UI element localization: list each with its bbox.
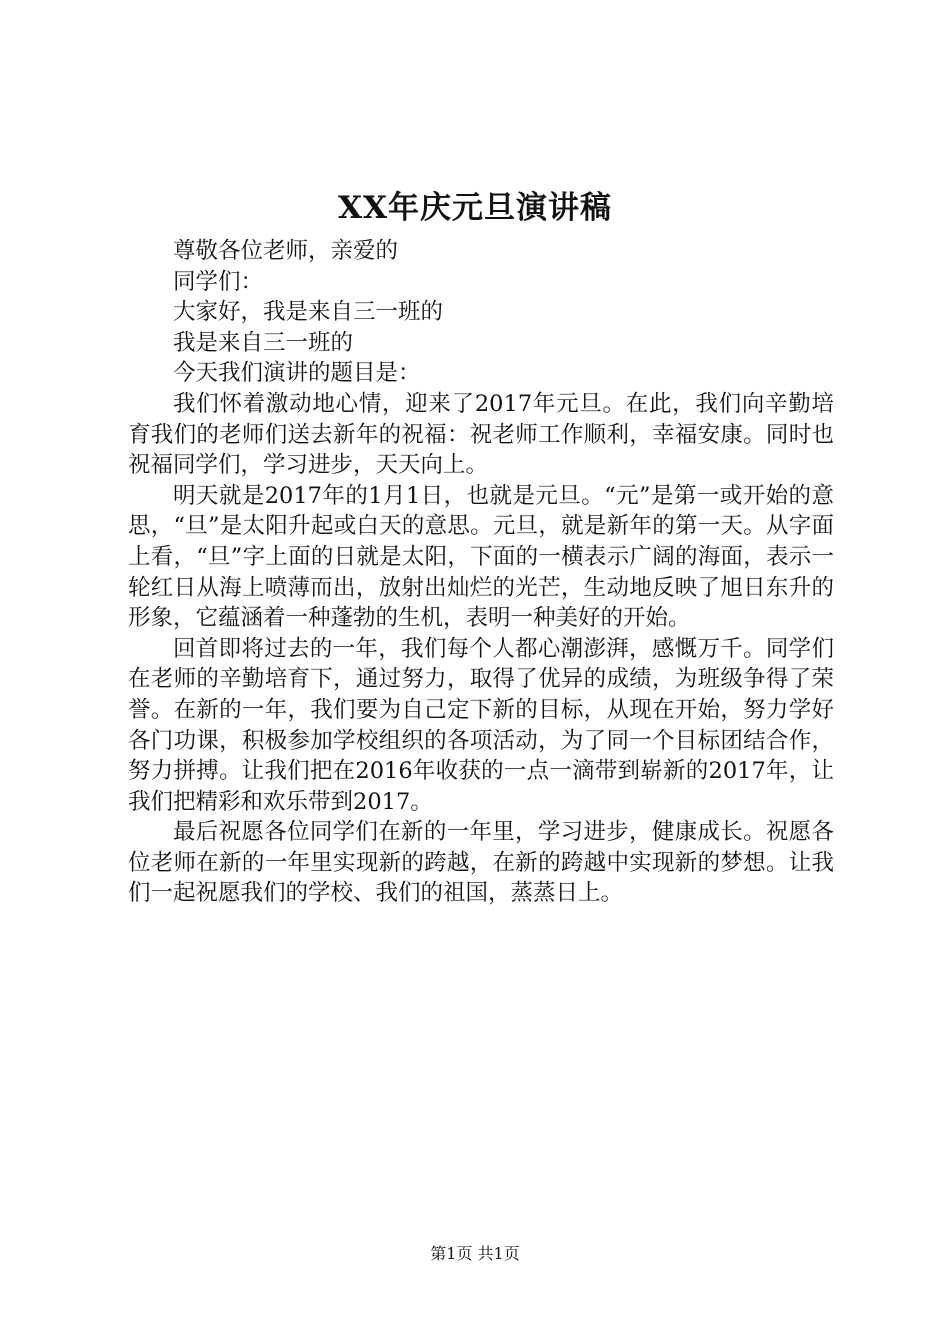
document-title: XX年庆元旦演讲稿 [337,190,613,226]
paragraph-closing: 最后祝愿各位同学们在新的一年里，学习进步，健康成长。祝愿各位老师在新的一年里实现新的跨越，在新的跨越中实现新的梦想。让我们一起祝愿我们的学校、我们的祖国，蒸蒸日上。 [128,819,834,907]
paragraph-salutation-2: 同学们： [173,268,264,295]
document-body [128,236,834,909]
paragraph-salutation-1: 尊敬各位老师，亲爱的 [173,238,399,264]
paragraph-intro: 我是来自三一班的 [173,329,354,356]
page-footer: 第1页 共1页 [430,1244,520,1263]
paragraph-body-3: 回首即将过去的一年，我们每个人都心潮澎湃，感慨万千。同学们在老师的辛勤培育下，通过努力，取得了优异的成绩，为班级争得了荣誉。在新的一年，我们要为自己定下新的目标，从现在开始，努力学好各门功课，积极参加学校组织的各项活动，为了同一个目标团结合作，努力拼搏。让我们把在2016年收获的一点一滴带到崭新的2017年，让我们把精彩和欢乐带到2017。 [128,635,834,815]
paragraph-topic: 今天我们演讲的题目是： [173,360,421,387]
paragraph-body-1: 我们怀着激动地心情，迎来了2017年元旦。在此，我们向辛勤培育我们的老师们送去新年的祝福：祝老师工作顺利，幸福安康。同时也祝福同学们，学习进步，天天向上。 [128,390,834,479]
paragraph-body-2: 明天就是2017年的1月1日，也就是元旦。“元”是第一或开始的意思，“旦”是太阳升起或白天的意思。元旦，就是新年的第一天。从字面上看，“旦”字上面的日就是太阳，下面的一横表示广阔的海面，表示一轮红日从海上喷薄而出，放射出灿烂的光芒，生动地反映了旭日东升的形象，它蕴涵着一种蓬勃的生机，表明一种美好的开始。 [128,482,834,632]
paragraph-greeting: 大家好，我是来自三一班的 [173,299,444,326]
